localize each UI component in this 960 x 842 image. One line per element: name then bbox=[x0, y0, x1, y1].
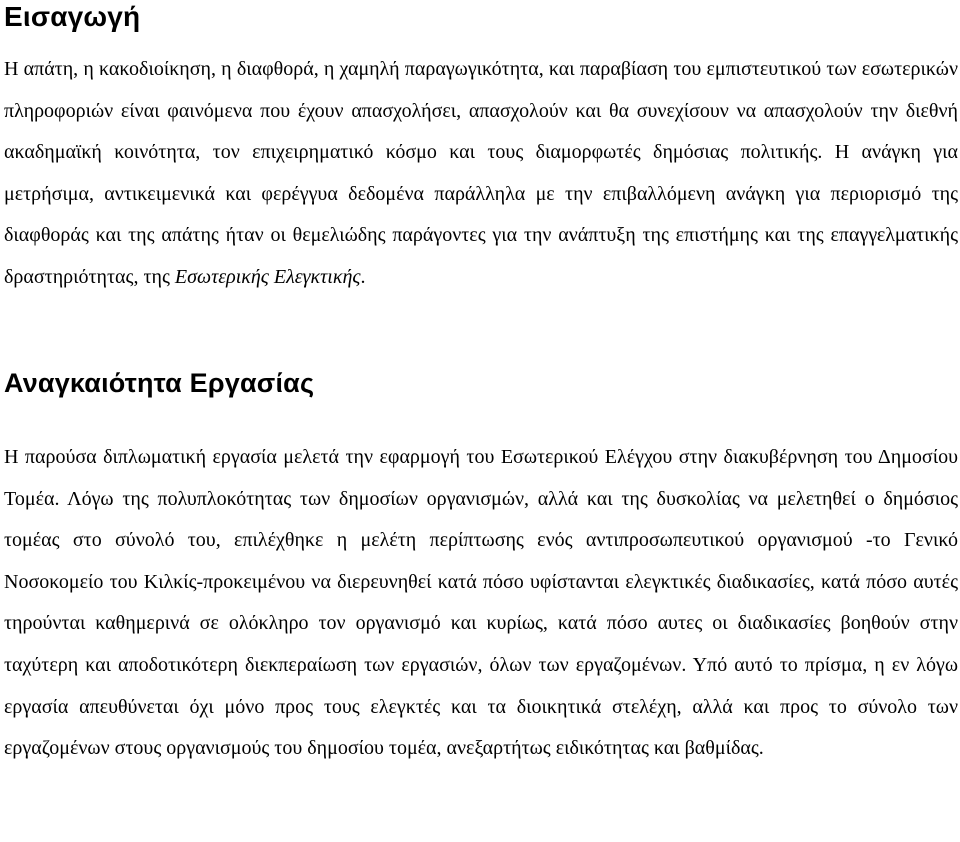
introduction-paragraph-text: Η απάτη, η κακοδιοίκηση, η διαφθορά, η χαμηλή παραγωγικότητα, και παραβίαση του εμπιστευτικού των εσωτερικών πληροφοριών είναι φαινόμενα που έχουν απασχολήσει, απασχολούν και θα συνεχίσουν να απασχολούν την διεθνή ακαδημαϊκή κοινότητα, τον επιχειρηματικό κόσμο και τους διαμορφωτές δημόσιας πολιτικής. Η ανάγκη για μετρήσιμα, αντικειμενικά και φερέγγυα δεδομένα παράλληλα με την επιβαλλόμενη ανάγκη για περιορισμό της διαφθοράς και της απάτης ήταν οι θεμελιώδης παράγοντες για την ανάπτυξη της επιστήμης και της επαγγελματικής δραστηριότητας, της bbox=[4, 58, 958, 288]
introduction-paragraph bbox=[0, 49, 958, 299]
section-heading-introduction: Εισαγωγή bbox=[4, 1, 141, 32]
introduction-paragraph-end: . bbox=[360, 265, 366, 288]
section-heading-necessity: Αναγκαιότητα Εργασίας bbox=[4, 368, 315, 398]
necessity-paragraph: Η παρούσα διπλωματική εργασία μελετά την εφαρμογή του Εσωτερικού Ελέγχου στην διακυβέρνηση του Δημοσίου Τομέα. Λόγω της πολυπλοκότητας των δημοσίων οργανισμών, αλλά και της δυσκολίας να μελετηθεί ο δημόσιος τομέας στο σύνολό του, επιλέχθηκε η μελέτη περίπτωσης ενός αντιπροσωπευτικού οργανισμού -το Γενικό Νοσοκομείο του Κιλκίς-προκειμένου να διερευνηθεί κατά πόσο υφίστανται ελεγκτικές διαδικασίες, κατά πόσο αυτές τηρούνται καθημερινά σε ολόκληρο τον οργανισμό και κυρίως, κατά πόσο αυτες οι διαδικασίες βοηθούν στην ταχύτερη και αποδοτικότερη διεκπεραίωση των εργασιών, όλων των εργαζομένων. Υπό αυτό το πρίσμα, η εν λόγω εργασία απευθύνεται όχι μόνο προς τους ελεγκτές και τα διοικητικά στελέχη, αλλά και προς το σύνολο των εργαζομένων στους οργανισμούς του δημοσίου τομέα, ανεξαρτήτως ειδικότητας και βαθμίδας. bbox=[4, 446, 958, 760]
internal-audit-term: Εσωτερικής Ελεγκτικής bbox=[174, 265, 361, 288]
